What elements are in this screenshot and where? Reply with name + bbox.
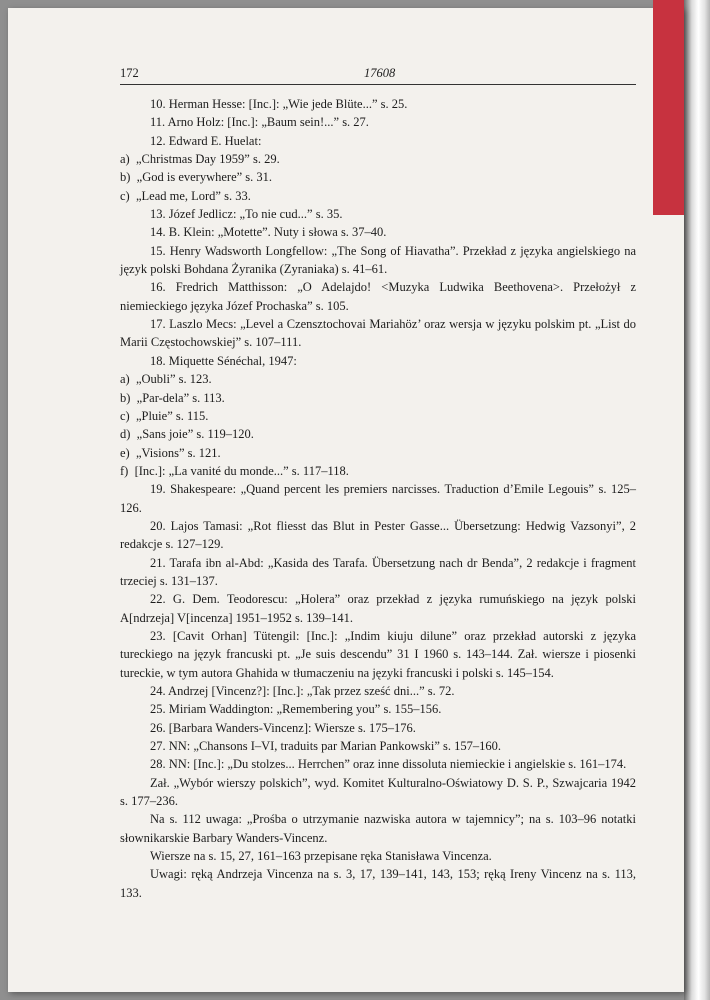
catalog-entry: 20. Lajos Tamasi: „Rot fliesst das Blut in Pester Gasse... Übersetzung: Hedwig Vazsonyi”, 2 redakcje s. 127–129. xyxy=(120,518,636,552)
catalog-entry: 11. Arno Holz: [Inc.]: „Baum sein!...” s. 27. xyxy=(150,115,369,130)
catalog-entry: 14. B. Klein: „Motette”. Nuty i słowa s. 37–40. xyxy=(150,225,387,240)
catalog-entry: 12. Edward E. Huelat: xyxy=(150,133,262,148)
catalog-entry: Na s. 112 uwaga: „Prośba o utrzymanie nazwiska autora w tajemnicy”; na s. 103–96 notatki słownikarskie Barbary Wanders-Vincenz. xyxy=(120,812,636,845)
catalog-entry: 21. Tarafa ibn al-Abd: „Kasida des Tarafa. Übersetzung nach dr Benda”, 2 redakcje i fragment trzeciej s. 131–137. xyxy=(120,555,636,588)
catalog-entry: Wiersze na s. 15, 27, 161–163 przepisane ręka Stanisława Vincenza. xyxy=(150,849,492,864)
catalog-entry: 18. Miquette Sénéchal, 1947: xyxy=(150,353,297,368)
catalog-entry: 22. G. Dem. Teodorescu: „Holera” oraz przekład z języka rumuńskiego na język polski A[ndrzeja] V[incenza] 1951–1952 s. 139–141. xyxy=(120,592,636,625)
catalog-entries xyxy=(120,95,636,902)
sub-entry: a) „Christmas Day 1959” s. 29. xyxy=(120,152,280,167)
sub-entry: d) „Sans joie” s. 119–120. xyxy=(120,427,254,442)
book-spine-edge xyxy=(684,0,710,1000)
sub-entry: b) „God is everywhere” s. 31. xyxy=(120,170,273,185)
sub-entry: b) „Par-dela” s. 113. xyxy=(120,390,225,405)
catalog-entry: 13. Józef Jedlicz: „To nie cud...” s. 35. xyxy=(150,207,343,222)
catalog-entry: 27. NN: „Chansons I–VI, traduits par Marian Pankowski” s. 157–160. xyxy=(150,739,501,754)
sub-entry: a) „Oubli” s. 123. xyxy=(120,372,212,387)
catalog-entry: 26. [Barbara Wanders-Vincenz]: Wiersze s. 175–176. xyxy=(150,720,416,735)
catalog-entry: 25. Miriam Waddington: „Remembering you” s. 155–156. xyxy=(150,702,442,717)
shelfmark: 17608 xyxy=(364,66,396,80)
catalog-entry: 23. [Cavit Orhan] Tütengil: [Inc.]: „Indim kiuju dilune” oraz przekład autorski z języka tureckiego na język francuski pt. „Je suis descendu” 31 I 1960 s. 143–144. Zał. wiersze i piosenki tureckie, w tym autora Ghahida w tłumaczeniu na języki francuski i polski s. 145–154. xyxy=(120,628,636,680)
catalog-entry: 19. Shakespeare: „Quand percent les premiers narcisses. Traduction d’Emile Legouis” s. 125–126. xyxy=(120,482,636,515)
page-marker-tab xyxy=(653,0,684,215)
page-number: 172 xyxy=(120,66,139,80)
sub-entry: e) „Visions” s. 121. xyxy=(120,445,221,460)
catalog-entry: 28. NN: [Inc.]: „Du stolzes... Herrchen” oraz inne dissoluta niemieckie i angielskie s. 161–174. xyxy=(150,757,627,772)
catalog-entry: Zał. „Wybór wierszy polskich”, wyd. Komitet Kulturalno-Oświatowy D. S. P., Szwajcaria 1942 s. 177–236. xyxy=(120,775,636,809)
catalog-entry: 15. Henry Wadsworth Longfellow: „The Song of Hiavatha”. Przekład z języka angielskiego na język polski Bohdana Żyranika (Zyraniaka) s. 41–61. xyxy=(120,243,636,277)
catalog-entry: Uwagi: ręką Andrzeja Vincenza na s. 3, 17, 139–141, 143, 153; ręką Ireny Vincenz na s. 113, 133. xyxy=(120,867,636,900)
catalog-entry: 17. Laszlo Mecs: „Level a Czensztochovai Mariahöz’ oraz wersja w języku polskim pt. „List do Marii Częstochowskiej” s. 107–111. xyxy=(120,317,636,350)
page-header xyxy=(120,62,636,85)
catalog-entry: 24. Andrzej [Vincenz?]: [Inc.]: „Tak przez sześć dni...” s. 72. xyxy=(150,684,455,698)
sub-entry: c) „Lead me, Lord” s. 33. xyxy=(120,188,251,203)
sub-entry: c) „Pluie” s. 115. xyxy=(120,408,209,423)
catalog-entry: 10. Herman Hesse: [Inc.]: „Wie jede Blüte...” s. 25. xyxy=(150,97,408,111)
sub-entry: f) [Inc.]: „La vanité du monde...” s. 117–118. xyxy=(120,463,349,478)
catalog-entry: 16. Fredrich Matthisson: „O Adelajdo! <Muzyka Ludwika Beethovena>. Przełożył z niemieckiego języka Józef Prochaska” s. 105. xyxy=(120,280,636,313)
